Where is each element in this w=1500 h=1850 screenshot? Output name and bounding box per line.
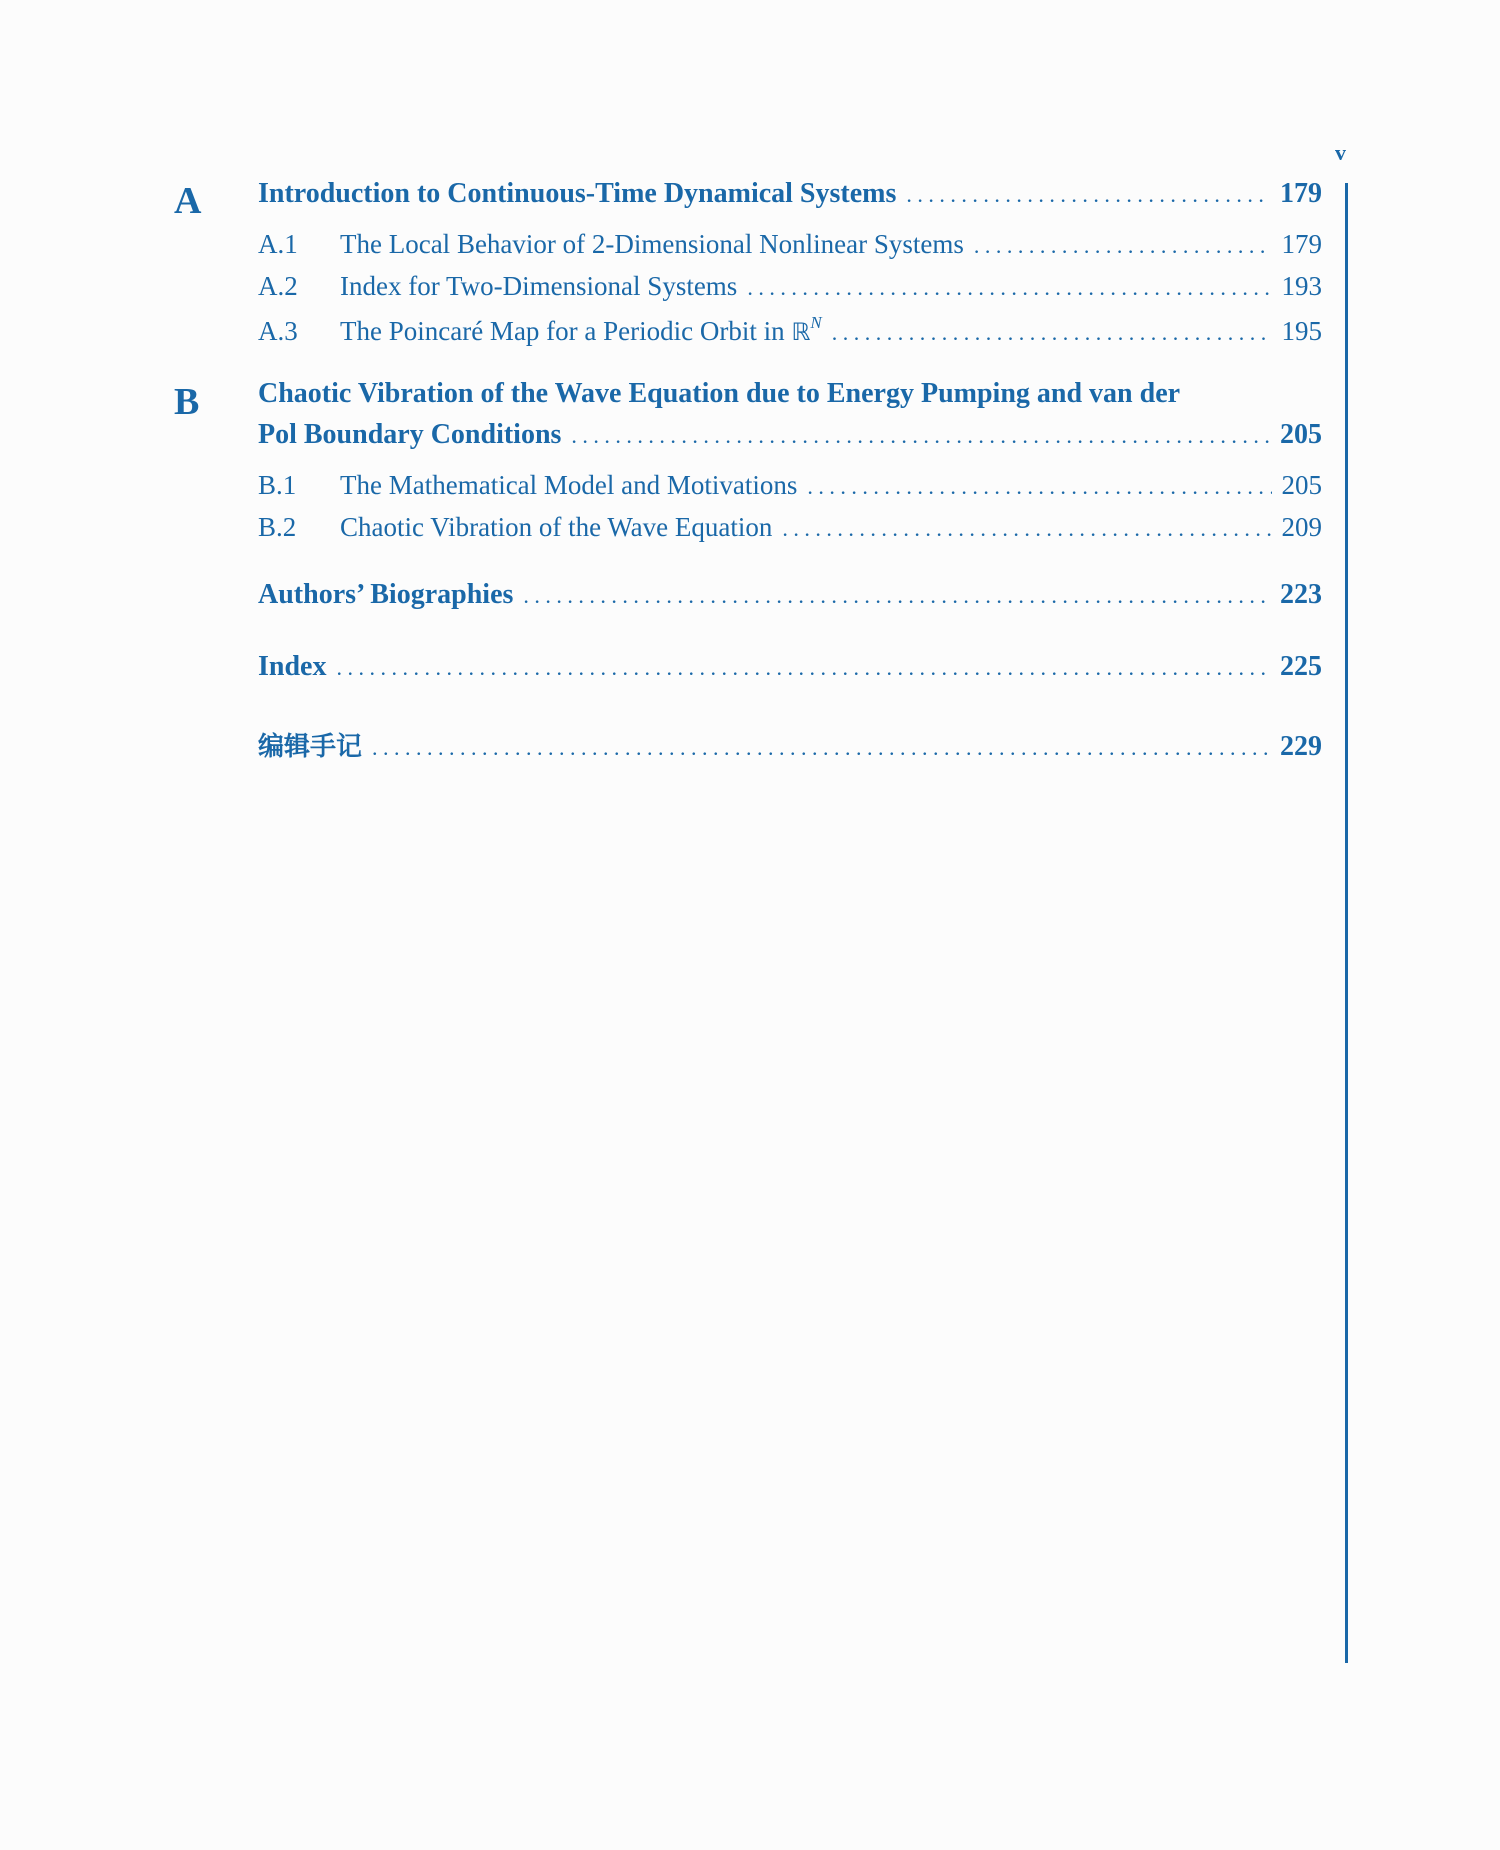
dot-leader xyxy=(974,233,1272,259)
appendix-a-letter: A xyxy=(174,180,202,222)
toc-entry-index[interactable] xyxy=(258,651,1322,683)
entry-title: Index xyxy=(258,651,327,682)
entry-title: Authors’ Biographies xyxy=(258,579,514,610)
entry-page: 179 xyxy=(1281,229,1322,259)
section-number: B.1 xyxy=(258,470,297,500)
toc-entry-appendix-a[interactable] xyxy=(258,178,1322,210)
page-folio: v xyxy=(1335,140,1346,165)
appendix-b-title-line1[interactable]: Chaotic Vibration of the Wave Equation due to Energy Pumping and van der xyxy=(258,378,1181,409)
toc-entry-editor-notes[interactable] xyxy=(258,726,1322,763)
entry-page: 223 xyxy=(1280,579,1322,610)
dot-leader xyxy=(832,320,1272,346)
entry-page: 205 xyxy=(1281,470,1322,500)
entry-title: Pol Boundary Conditions xyxy=(258,419,562,450)
entry-title: Index for Two-Dimensional Systems xyxy=(340,271,738,301)
section-number: A.1 xyxy=(258,229,298,259)
toc-entry-biographies[interactable] xyxy=(258,579,1322,611)
entry-title xyxy=(340,313,822,347)
entry-page: 193 xyxy=(1281,271,1322,301)
section-number: A.3 xyxy=(258,316,298,346)
dot-leader xyxy=(782,516,1271,542)
appendix-b-letter: B xyxy=(174,381,200,423)
toc-entry-appendix-b[interactable] xyxy=(258,419,1322,451)
entry-title: The Local Behavior of 2-Dimensional Nonlinear Systems xyxy=(340,229,964,259)
entry-page: 209 xyxy=(1281,512,1322,542)
toc-entry-a2[interactable] xyxy=(258,271,1322,302)
dot-leader xyxy=(336,655,1270,681)
entry-page: 225 xyxy=(1280,651,1322,682)
toc-entry-b1[interactable] xyxy=(258,470,1322,501)
entry-page: 229 xyxy=(1280,731,1322,762)
dot-leader xyxy=(906,182,1270,208)
entry-title-text: The Poincaré Map for a Periodic Orbit in xyxy=(340,316,785,346)
real-numbers-symbol: ℝ xyxy=(791,318,811,346)
entry-page: 179 xyxy=(1280,178,1322,209)
dot-leader xyxy=(523,583,1270,609)
dot-leader xyxy=(807,474,1271,500)
entry-title: Chaotic Vibration of the Wave Equation xyxy=(340,512,773,542)
section-number: B.2 xyxy=(258,512,297,542)
dot-leader xyxy=(571,423,1270,449)
section-number: A.2 xyxy=(258,271,298,301)
entry-title: The Mathematical Model and Motivations xyxy=(340,470,798,500)
toc-entry-a1[interactable] xyxy=(258,229,1322,260)
entry-page: 205 xyxy=(1280,419,1322,450)
entry-title: Introduction to Continuous-Time Dynamical Systems xyxy=(258,178,897,209)
toc-entry-b2[interactable] xyxy=(258,512,1322,543)
entry-page: 195 xyxy=(1281,316,1322,346)
dot-leader xyxy=(372,735,1270,761)
dimension-superscript: N xyxy=(810,313,822,332)
dot-leader xyxy=(747,275,1271,301)
toc-entry-a3[interactable] xyxy=(258,313,1322,347)
entry-title: 编辑手记 xyxy=(258,732,363,762)
